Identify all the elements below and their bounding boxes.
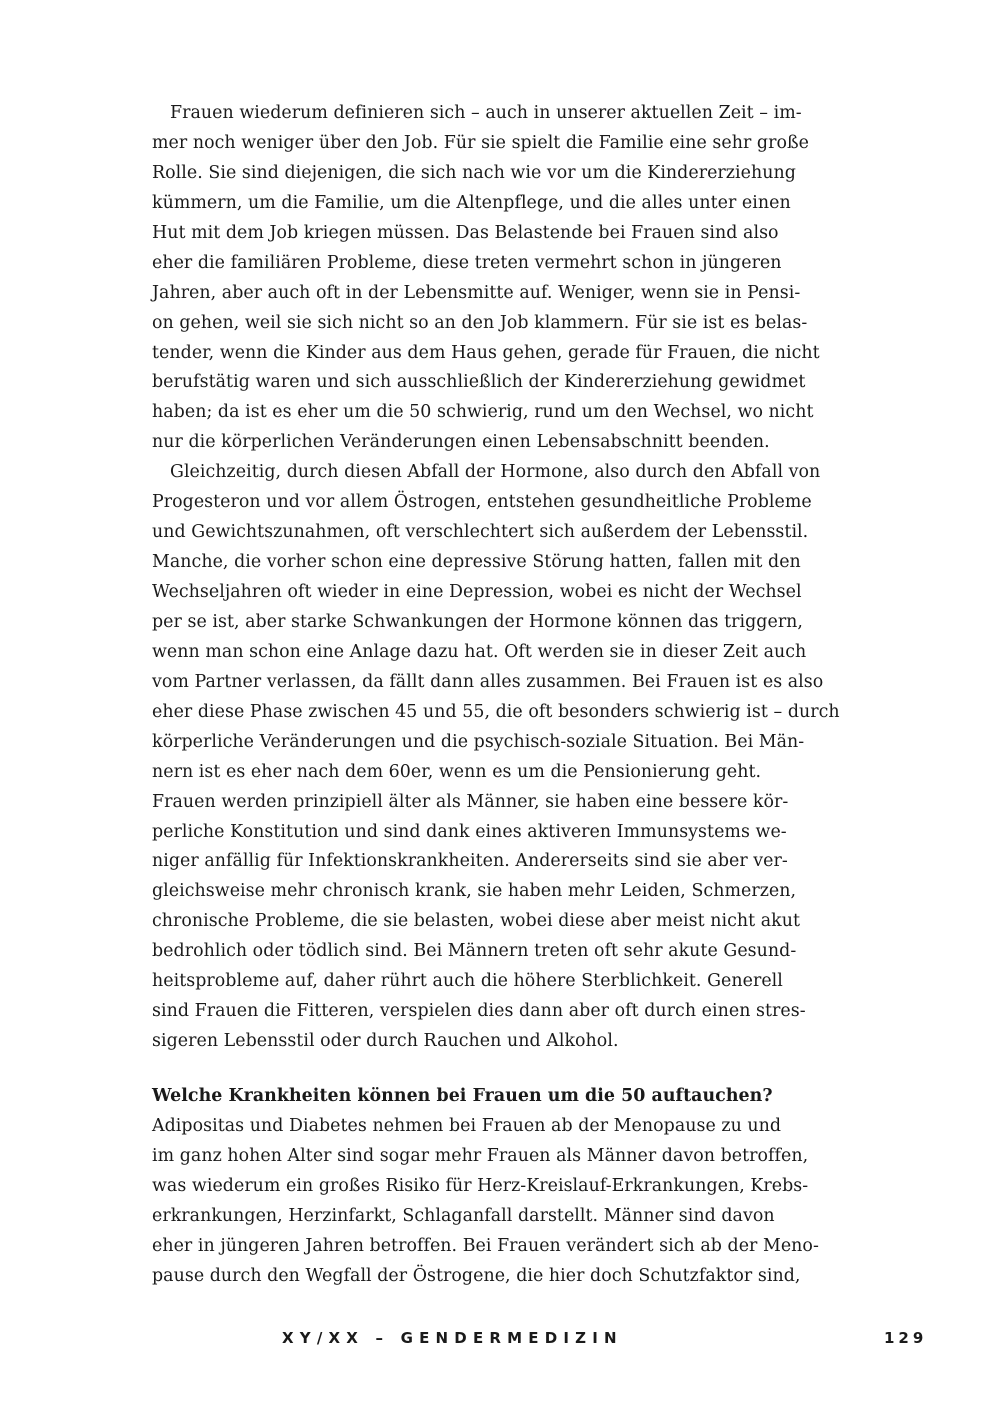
text-line: gleichsweise mehr chronisch krank, sie haben mehr Leiden, Schmerzen, (152, 881, 797, 902)
text-line: Frauen werden prinzipiell älter als Männer, sie haben eine bessere kör- (152, 791, 789, 812)
text-line: per se ist, aber starke Schwankungen der Hormone können das triggern, (152, 611, 804, 632)
page-number: 129 (884, 1329, 928, 1347)
text-line: Progesteron und vor allem Östrogen, entstehen gesundheitliche Probleme (152, 492, 812, 513)
text-line: Adipositas und Diabetes nehmen bei Frauen ab der Menopause zu und (152, 1115, 782, 1136)
text-line: Rolle. Sie sind diejenigen, die sich nach wie vor um die Kindererziehung (152, 162, 796, 183)
text-line: heitsprobleme auf, daher rührt auch die höhere Sterblichkeit. Generell (152, 971, 783, 992)
paragraph (152, 1112, 819, 1292)
text-line: eher in jüngeren Jahren betroffen. Bei Frauen verändert sich ab der Meno- (152, 1235, 819, 1256)
text-line: Hut mit dem Job kriegen müssen. Das Belastende bei Frauen sind also (152, 222, 779, 243)
running-footer-title: XY/XX – GENDERMEDIZIN (282, 1329, 623, 1347)
text-line: bedrohlich oder tödlich sind. Bei Männern treten oft sehr akute Gesund- (152, 941, 797, 962)
text-line: körperliche Veränderungen und die psychisch-soziale Situation. Bei Män- (152, 731, 805, 752)
text-line: tender, wenn die Kinder aus dem Haus gehen, gerade für Frauen, die nicht (152, 342, 820, 363)
text-line: nur die körperlichen Veränderungen einen Lebensabschnitt beenden. (152, 432, 770, 453)
text-line: sigeren Lebensstil oder durch Rauchen und Alkohol. (152, 1031, 619, 1052)
text-line: pause durch den Wegfall der Östrogene, die hier doch Schutzfaktor sind, (152, 1265, 801, 1286)
text-line: eher die familiären Probleme, diese treten vermehrt schon in jüngeren (152, 252, 782, 273)
text-line: haben; da ist es eher um die 50 schwierig, rund um den Wechsel, wo nicht (152, 402, 814, 423)
paragraph (152, 458, 840, 1057)
text-line: berufstätig waren und sich ausschließlich der Kindererziehung gewidmet (152, 372, 806, 393)
text-line: perliche Konstitution und sind dank eines aktiveren Immunsystems we- (152, 821, 787, 842)
text-line: chronische Probleme, die sie belasten, wobei diese aber meist nicht akut (152, 911, 801, 932)
text-line: nern ist es eher nach dem 60er, wenn es um die Pensionierung geht. (152, 761, 762, 782)
text-line: Frauen wiederum definieren sich – auch in unserer aktuellen Zeit – im- (170, 103, 802, 123)
text-line: erkrankungen, Herzinfarkt, Schlaganfall darstellt. Männer sind davon (152, 1205, 775, 1226)
text-line: Wechseljahren oft wieder in eine Depression, wobei es nicht der Wechsel (152, 582, 802, 602)
text-line: sind Frauen die Fitteren, verspielen dies dann aber oft durch einen stres- (152, 1001, 806, 1022)
body-text (152, 99, 840, 1292)
text-line: wenn man schon eine Anlage dazu hat. Oft werden sie in dieser Zeit auch (152, 641, 807, 662)
text-line: Manche, die vorher schon eine depressive Störung hatten, fallen mit den (152, 552, 801, 573)
text-line: niger anfällig für Infektionskrankheiten. Andererseits sind sie aber ver- (152, 851, 788, 872)
section-spacer (152, 1057, 812, 1082)
paragraph (152, 99, 820, 458)
section-heading: Welche Krankheiten können bei Frauen um die 50 auftauchen? (152, 1086, 773, 1106)
text-line: kümmern, um die Familie, um die Altenpflege, und die alles unter einen (152, 192, 791, 213)
text-line: Jahren, aber auch oft in der Lebensmitte auf. Weniger, wenn sie in Pensi- (152, 282, 801, 303)
text-line: on gehen, weil sie sich nicht so an den Job klammern. Für sie ist es belas- (152, 312, 808, 333)
text-line: vom Partner verlassen, da fällt dann alles zusammen. Bei Frauen ist es also (152, 671, 824, 692)
text-line: im ganz hohen Alter sind sogar mehr Frauen als Männer davon betroffen, (152, 1145, 809, 1166)
text-line: Gleichzeitig, durch diesen Abfall der Hormone, also durch den Abfall von (170, 462, 821, 483)
text-line: und Gewichtszunahmen, oft verschlechtert sich außerdem der Lebensstil. (152, 522, 809, 543)
text-line: eher diese Phase zwischen 45 und 55, die oft besonders schwierig ist – durch (152, 701, 840, 722)
text-line: was wiederum ein großes Risiko für Herz-Kreislauf-Erkrankungen, Krebs- (152, 1175, 809, 1196)
text-line: mer noch weniger über den Job. Für sie spielt die Familie eine sehr große (152, 132, 809, 153)
